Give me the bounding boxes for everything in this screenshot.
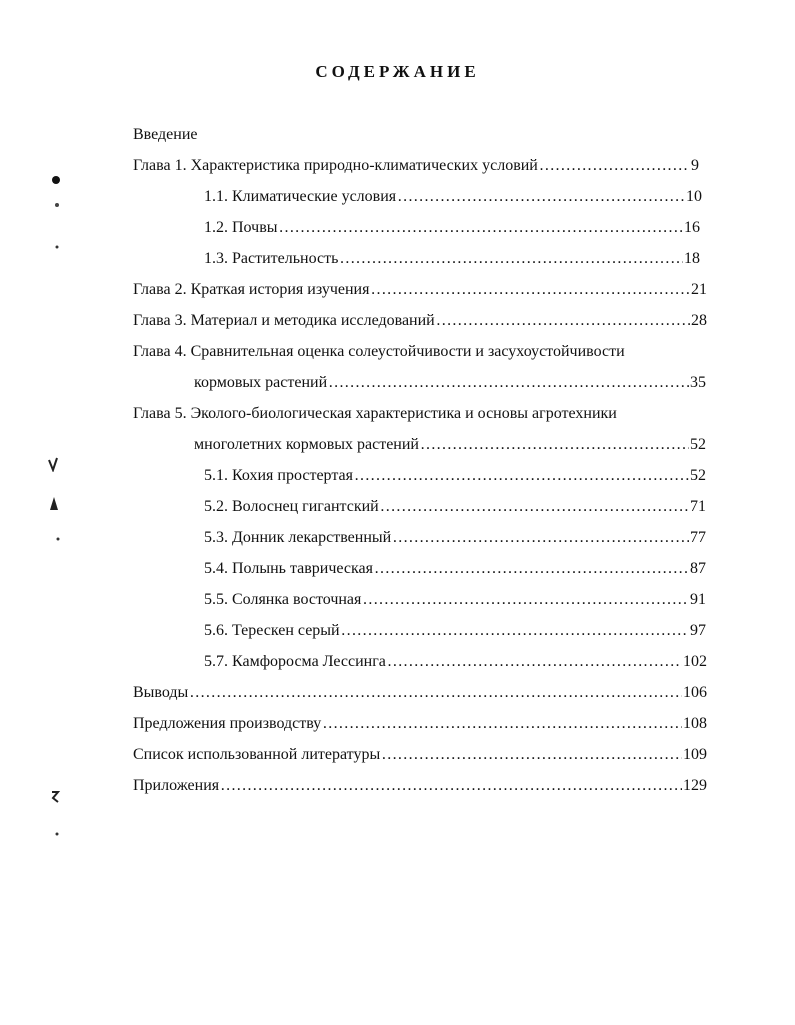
toc-entry-chapter-5: Глава 5. Эколого-биологическая характеристика и основы агротехники	[133, 405, 617, 422]
toc-leader-dots	[387, 652, 682, 672]
scan-speck-icon	[48, 172, 64, 188]
toc-entry-page: 91	[690, 591, 706, 608]
toc-leader-dots	[328, 373, 689, 393]
toc-entry-5-2	[204, 497, 706, 517]
toc-leader-dots	[189, 683, 682, 703]
toc-entry-label: Список использованной литературы	[133, 746, 381, 763]
page-title: СОДЕРЖАНИЕ	[315, 62, 480, 81]
toc-entry-5-1	[204, 466, 706, 486]
toc-entry-bibliography	[133, 745, 707, 765]
toc-entry-1-2	[204, 218, 700, 238]
toc-intro: Введение	[133, 126, 198, 143]
toc-entry-page: 108	[683, 715, 707, 732]
toc-entry-appendices	[133, 776, 707, 796]
toc-entry-label: 5.3. Донник лекарственный	[204, 529, 392, 546]
toc-leader-dots	[397, 187, 685, 207]
toc-leader-dots	[220, 776, 682, 796]
toc-entry-label: 1.1. Климатические условия	[204, 188, 397, 205]
toc-entry-1-3	[204, 249, 700, 269]
toc-entry-page: 97	[690, 622, 706, 639]
toc-leader-dots	[354, 466, 689, 486]
toc-entry-label: кормовых растений	[194, 374, 328, 391]
toc-entry-label: 1.2. Почвы	[204, 219, 278, 236]
toc-entry-label: 5.1. Кохия простертая	[204, 467, 353, 484]
toc-leader-dots	[322, 714, 682, 734]
toc-leader-dots	[539, 156, 690, 176]
toc-entry-page: 87	[690, 560, 706, 577]
toc-entry-label: 1.3. Растительность	[204, 250, 339, 267]
scan-speck-icon	[53, 243, 61, 251]
toc-entry-chapter-3	[133, 311, 707, 331]
toc-entry-label: Выводы	[133, 684, 189, 701]
scan-speck-icon	[52, 200, 62, 210]
scan-speck-icon	[46, 494, 62, 512]
toc-leader-dots	[420, 435, 689, 455]
toc-entry-5-3	[204, 528, 706, 548]
toc-entry-page: 21	[691, 281, 707, 298]
scan-speck-icon	[54, 535, 62, 543]
toc-entry-5-4	[204, 559, 706, 579]
toc-entry-page: 77	[690, 529, 706, 546]
toc-entry-chapter-5-cont	[194, 435, 706, 455]
scan-speck-icon	[46, 456, 60, 472]
toc-entry-page: 35	[690, 374, 706, 391]
toc-leader-dots	[381, 745, 682, 765]
toc-leader-dots	[362, 590, 689, 610]
toc-leader-dots	[279, 218, 684, 238]
toc-entry-5-7	[204, 652, 707, 672]
toc-entry-conclusions	[133, 683, 707, 703]
toc-entry-label: многолетних кормовых растений	[194, 436, 419, 453]
toc-entry-5-5	[204, 590, 706, 610]
toc-entry-label: 5.5. Солянка восточная	[204, 591, 362, 608]
toc-entry-proposals	[133, 714, 707, 734]
toc-entry-1-1	[204, 187, 702, 207]
toc-entry-label: 5.4. Полынь таврическая	[204, 560, 373, 577]
toc-entry-page: 102	[683, 653, 707, 670]
toc-entry-label: Глава 2. Краткая история изучения	[133, 281, 370, 298]
toc-leader-dots	[341, 621, 689, 641]
toc-entry-page: 9	[691, 157, 699, 174]
toc-entry-page: 71	[690, 498, 706, 515]
toc-entry-page: 16	[684, 219, 700, 236]
toc-leader-dots	[380, 497, 689, 517]
toc-entry-page: 18	[684, 250, 700, 267]
toc-entry-page: 106	[683, 684, 707, 701]
toc-entry-label: Глава 1. Характеристика природно-климатических условий	[133, 157, 538, 174]
scan-speck-icon	[53, 830, 61, 838]
scan-speck-icon	[48, 789, 62, 805]
toc-entry-chapter-4-cont	[194, 373, 706, 393]
toc-entry-page: 10	[686, 188, 702, 205]
toc-entry-page: 28	[691, 312, 707, 329]
toc-entry-label: Глава 3. Материал и методика исследований	[133, 312, 435, 329]
toc-entry-page: 129	[683, 777, 707, 794]
toc-leader-dots	[374, 559, 689, 579]
toc-entry-label: Предложения производству	[133, 715, 322, 732]
toc-leader-dots	[339, 249, 683, 269]
toc-leader-dots	[392, 528, 689, 548]
toc-entry-label: 5.2. Волоснец гигантский	[204, 498, 379, 515]
toc-entry-chapter-1	[133, 156, 699, 176]
toc-entry-page: 109	[683, 746, 707, 763]
toc-entry-chapter-4: Глава 4. Сравнительная оценка солеустойчивости и засухоустойчивости	[133, 343, 625, 360]
toc-entry-label: Приложения	[133, 777, 220, 794]
toc-entry-page: 52	[690, 467, 706, 484]
toc-entry-chapter-2	[133, 280, 707, 300]
toc-entry-label: 5.7. Камфоросма Лессинга	[204, 653, 386, 670]
toc-leader-dots	[370, 280, 690, 300]
toc-entry-page: 52	[690, 436, 706, 453]
toc-entry-5-6	[204, 621, 706, 641]
toc-entry-label: 5.6. Терескен серый	[204, 622, 340, 639]
toc-leader-dots	[436, 311, 690, 331]
